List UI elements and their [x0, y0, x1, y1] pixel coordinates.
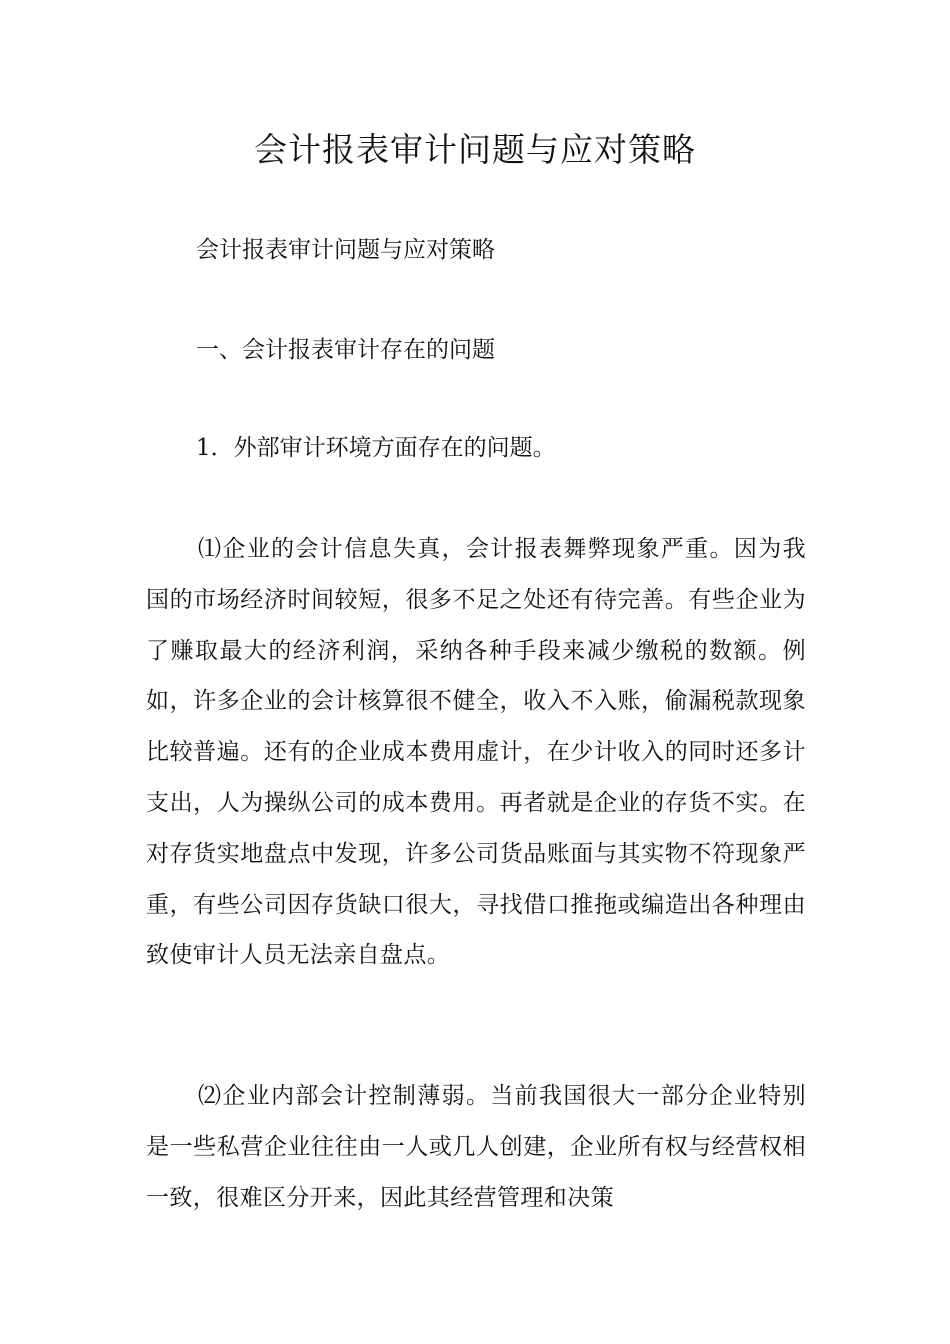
document-title: 会计报表审计问题与应对策略 — [254, 130, 696, 169]
subsection-heading: 1．外部审计环境方面存在的问题。 — [196, 435, 556, 461]
paragraph-2: ⑵企业内部会计控制薄弱。当前我国很大一部分企业特别是一些私营企业往往由一人或几人创建，企业所有权与经营权相一致，很难区分开来，因此其经营管理和决策 — [146, 1083, 806, 1211]
section-heading: 一、会计报表审计存在的问题 — [196, 337, 495, 363]
paragraph-1: ⑴企业的会计信息失真，会计报表舞弊现象严重。因为我国的市场经济时间较短，很多不足之处还有待完善。有些企业为了赚取最大的经济利润，采纳各种手段来减少缴税的数额。例如，许多企业的会计核算很不健全，收入不入账，偷漏税款现象比较普遍。还有的企业成本费用虚计，在少计收入的同时还多计支出，人为操纵公司的成本费用。再者就是企业的存货不实。在对存货实地盘点中发现，许多公司货品账面与其实物不符现象严重，有些公司因存货缺口很大，寻找借口推拖或编造出各种理由致使审计人员无法亲自盘点。 — [146, 536, 806, 969]
document-subtitle: 会计报表审计问题与应对策略 — [196, 237, 495, 263]
